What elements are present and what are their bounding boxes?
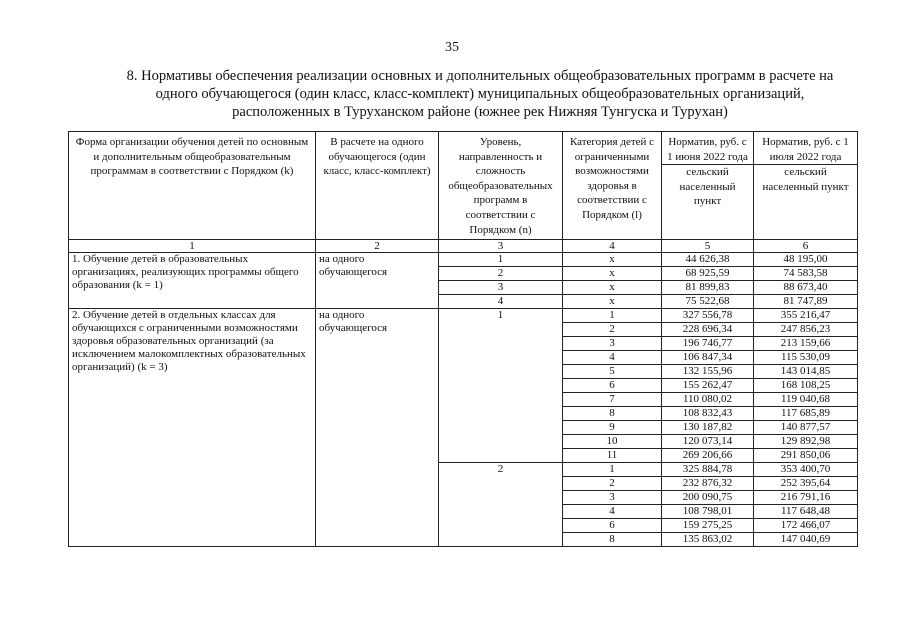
per-student-cell: на одного обучающегося — [316, 309, 439, 547]
category-cell: х — [563, 253, 662, 267]
category-cell: 9 — [563, 421, 662, 435]
category-cell: 6 — [563, 379, 662, 393]
norm-july-cell: 117 648,48 — [754, 505, 858, 519]
category-cell: 8 — [563, 533, 662, 547]
category-cell: 5 — [563, 365, 662, 379]
norm-june-cell: 130 187,82 — [662, 421, 754, 435]
norm-june-cell: 200 090,75 — [662, 491, 754, 505]
header-form: Форма организации обучения детей по основным и дополнительным общеобразовательным программам в соответствии с Порядком (k) — [69, 132, 316, 240]
column-number: 6 — [754, 240, 858, 253]
norm-june-cell: 106 847,34 — [662, 351, 754, 365]
level-cell: 1 — [439, 253, 563, 267]
header-category: Категория детей с ограниченными возможностями здоровья в соответствии с Порядком (l) — [563, 132, 662, 240]
form-cell: 1. Обучение детей в образовательных организациях, реализующих программы общего образования (k = 1) — [69, 253, 316, 309]
norm-july-cell: 216 791,16 — [754, 491, 858, 505]
norm-june-cell: 75 522,68 — [662, 295, 754, 309]
header-norm-june-bottom: сельский населенный пункт — [662, 164, 753, 209]
norm-july-cell: 119 040,68 — [754, 393, 858, 407]
category-cell: 1 — [563, 309, 662, 323]
norm-june-cell: 269 206,66 — [662, 449, 754, 463]
header-per-student: В расчете на одного обучающегося (один класс, класс-комплект) — [316, 132, 439, 240]
norm-june-cell: 120 073,14 — [662, 435, 754, 449]
norm-july-cell: 355 216,47 — [754, 309, 858, 323]
category-cell: 3 — [563, 491, 662, 505]
norm-june-cell: 44 626,38 — [662, 253, 754, 267]
norm-june-cell: 228 696,34 — [662, 323, 754, 337]
level-cell: 4 — [439, 295, 563, 309]
norm-july-cell: 140 877,57 — [754, 421, 858, 435]
category-cell: 7 — [563, 393, 662, 407]
level-cell: 2 — [439, 267, 563, 281]
norm-july-cell: 88 673,40 — [754, 281, 858, 295]
norm-july-cell: 353 400,70 — [754, 463, 858, 477]
norm-june-cell: 232 876,32 — [662, 477, 754, 491]
norm-july-cell: 143 014,85 — [754, 365, 858, 379]
norm-june-cell: 325 884,78 — [662, 463, 754, 477]
norm-july-cell: 172 466,07 — [754, 519, 858, 533]
norms-table — [68, 131, 858, 547]
category-cell: 2 — [563, 323, 662, 337]
header-norm-june-top: Норматив, руб. с 1 июня 2022 года — [667, 136, 748, 163]
level-cell: 3 — [439, 281, 563, 295]
norm-june-cell: 108 832,43 — [662, 407, 754, 421]
column-number: 1 — [69, 240, 316, 253]
norm-july-cell: 147 040,69 — [754, 533, 858, 547]
norm-june-cell: 155 262,47 — [662, 379, 754, 393]
category-cell: 8 — [563, 407, 662, 421]
column-number: 3 — [439, 240, 563, 253]
category-cell: 10 — [563, 435, 662, 449]
level-cell: 1 — [439, 309, 563, 463]
norm-july-cell: 117 685,89 — [754, 407, 858, 421]
table-row — [69, 253, 858, 267]
header-norm-july — [754, 132, 858, 240]
section-heading: 8. Нормативы обеспечения реализации основных и дополнительных общеобразовательных программ в расчете на одного обучающегося (один класс, класс-комплект) муниципальных общеобразовательных организаций, расположенных в Туруханском районе (южнее рек Нижняя Тунгуска и Турухан) — [126, 68, 834, 120]
norm-june-cell: 159 275,25 — [662, 519, 754, 533]
table-row — [69, 309, 858, 323]
column-number: 4 — [563, 240, 662, 253]
level-cell: 2 — [439, 463, 563, 547]
column-number-row — [69, 240, 858, 253]
table-header-row — [69, 132, 858, 240]
category-cell: х — [563, 281, 662, 295]
norm-june-cell: 132 155,96 — [662, 365, 754, 379]
category-cell: 2 — [563, 477, 662, 491]
norm-july-cell: 74 583,58 — [754, 267, 858, 281]
norm-july-cell: 252 395,64 — [754, 477, 858, 491]
column-number: 5 — [662, 240, 754, 253]
category-cell: 4 — [563, 351, 662, 365]
norm-june-cell: 108 798,01 — [662, 505, 754, 519]
norm-june-cell: 81 899,83 — [662, 281, 754, 295]
norm-july-cell: 168 108,25 — [754, 379, 858, 393]
norm-july-cell: 129 892,98 — [754, 435, 858, 449]
per-student-cell: на одного обучающегося — [316, 253, 439, 309]
category-cell: х — [563, 295, 662, 309]
category-cell: 1 — [563, 463, 662, 477]
norm-june-cell: 327 556,78 — [662, 309, 754, 323]
form-cell: 2. Обучение детей в отдельных классах для обучающихся с ограниченными возможностями здоровья образовательных организаций (за исключением малокомплектных образовательных организаций) (k = 3) — [69, 309, 316, 547]
norm-july-cell: 213 159,66 — [754, 337, 858, 351]
header-level: Уровень, направленность и сложность общеобразовательных программ в соответствии с Порядком (n) — [439, 132, 563, 240]
norm-july-cell: 81 747,89 — [754, 295, 858, 309]
norm-july-cell: 247 856,23 — [754, 323, 858, 337]
category-cell: х — [563, 267, 662, 281]
norm-june-cell: 110 080,02 — [662, 393, 754, 407]
category-cell: 4 — [563, 505, 662, 519]
norm-june-cell: 68 925,59 — [662, 267, 754, 281]
header-norm-june — [662, 132, 754, 240]
category-cell: 11 — [563, 449, 662, 463]
norm-july-cell: 291 850,06 — [754, 449, 858, 463]
header-norm-july-bottom: сельский населенный пункт — [754, 164, 857, 194]
category-cell: 3 — [563, 337, 662, 351]
page-number: 35 — [445, 40, 459, 55]
norm-june-cell: 196 746,77 — [662, 337, 754, 351]
norm-july-cell: 115 530,09 — [754, 351, 858, 365]
category-cell: 6 — [563, 519, 662, 533]
norm-june-cell: 135 863,02 — [662, 533, 754, 547]
column-number: 2 — [316, 240, 439, 253]
header-norm-july-top: Норматив, руб. с 1 июля 2022 года — [762, 136, 849, 163]
norm-july-cell: 48 195,00 — [754, 253, 858, 267]
